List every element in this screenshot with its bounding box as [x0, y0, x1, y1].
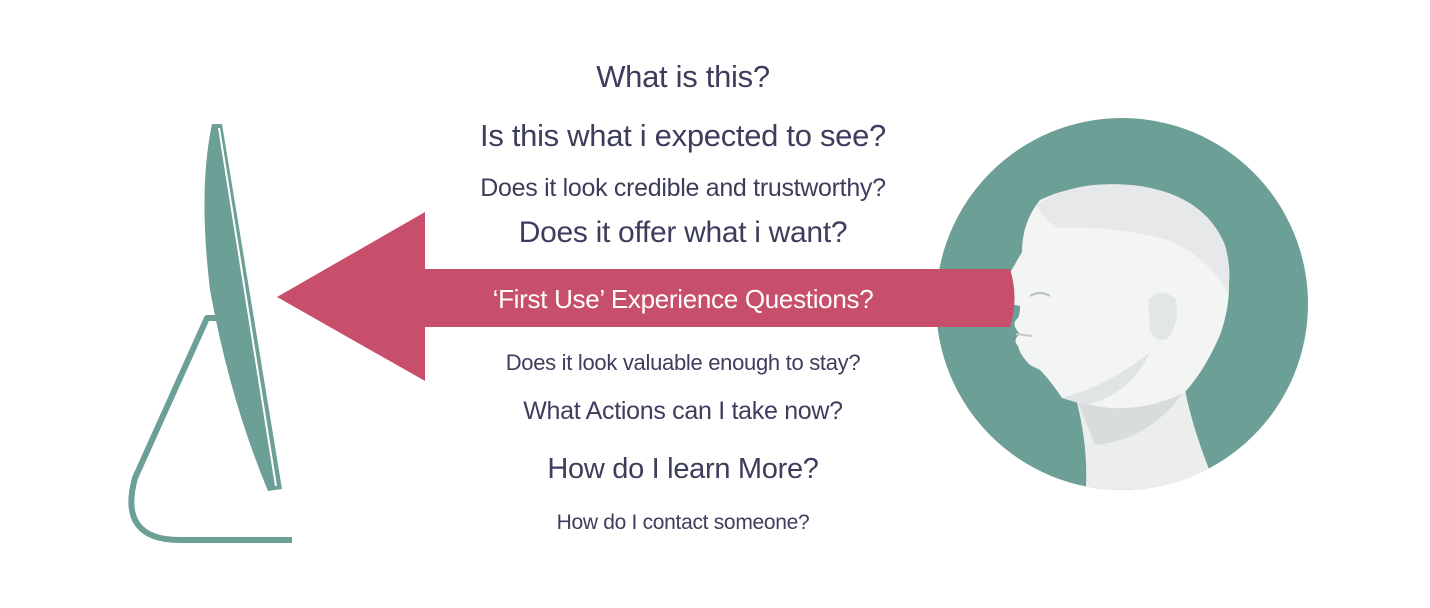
question-offer: Does it offer what i want?: [518, 216, 848, 249]
question-credible: Does it look credible and trustworthy?: [480, 174, 886, 202]
question-valuable: Does it look valuable enough to stay?: [505, 350, 861, 375]
question-learn-more: How do I learn More?: [547, 453, 819, 485]
question-actions: What Actions can I take now?: [523, 397, 843, 425]
arrow-label: ‘First Use’ Experience Questions?: [492, 284, 874, 314]
question-contact: How do I contact someone?: [556, 511, 810, 534]
question-expected: Is this what i expected to see?: [480, 118, 886, 153]
question-what-is-this: What is this?: [596, 59, 770, 94]
